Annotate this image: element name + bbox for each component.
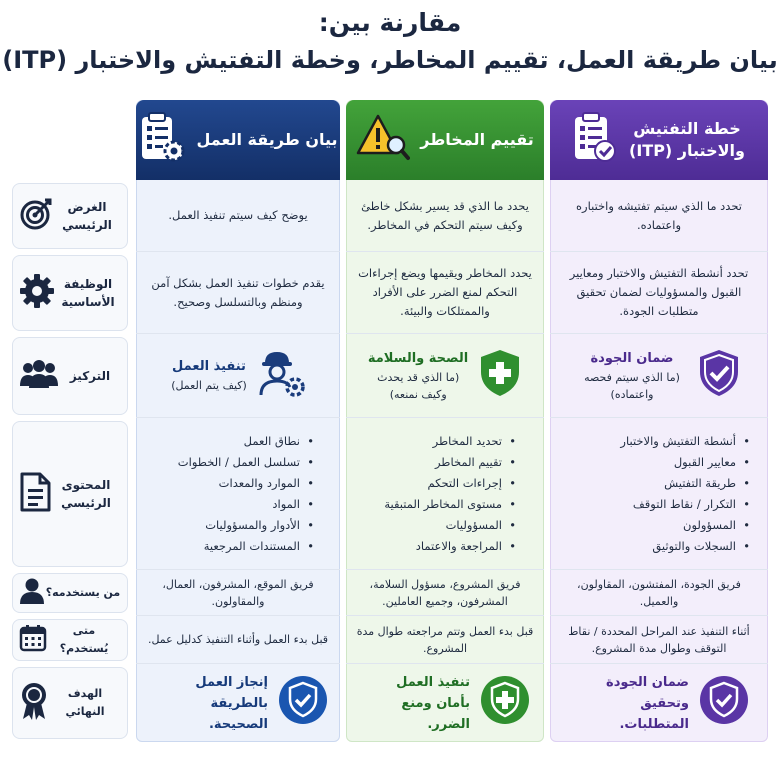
focus-itp-main: ضمان الجودة: [590, 350, 674, 366]
when-ra: قبل بدء العمل وتتم مراجعته طوال مدة المشروع.: [346, 616, 544, 664]
ra-header-label: تقييم المخاطر: [420, 130, 534, 149]
ms-header: [136, 100, 340, 180]
purpose-itp: تحدد ما الذي سيتم تفتيشه واختباره واعتماده.: [550, 180, 768, 252]
list-item: • نطاق العمل: [178, 431, 314, 452]
title-block: [0, 6, 780, 78]
shield-check-icon: [699, 673, 749, 733]
function-ms: يقدم خطوات تنفيذ العمل بشكل آمن ومنظم وبالتسلسل وصحيح.: [136, 252, 340, 334]
list-item: • المسؤولون: [620, 515, 750, 536]
row-label-focus-text: التركيز: [69, 369, 111, 383]
user-icon: [19, 577, 45, 610]
content-ra: [346, 418, 544, 570]
list-item: • الأدوار والمسؤوليات: [178, 515, 314, 536]
row-label-when-text: متى يُستخدم؟: [59, 624, 109, 655]
people-icon: [19, 359, 59, 394]
who-itp: فريق الجودة، المفتشون، المقاولون، والعميل.: [550, 570, 768, 616]
list-item: • طريقة التفتيش: [620, 473, 750, 494]
purpose-ms: يوضح كيف سيتم تنفيذ العمل.: [136, 180, 340, 252]
page-title-line2: بيان طريقة العمل، تقييم المخاطر، وخطة التفتيش والاختبار (ITP): [2, 46, 778, 74]
gear-icon: [19, 273, 55, 314]
row-label-goal: [12, 667, 128, 739]
list-item: • تقييم المخاطر: [384, 452, 516, 473]
checklist-gear-icon: [138, 111, 186, 169]
row-label-who: [12, 573, 128, 613]
focus-ms: [136, 334, 340, 418]
who-ra: فريق المشروع، مسؤول السلامة، المشرفون، وجميع العاملين.: [346, 570, 544, 616]
list-item: • أنشطة التفتيش والاختبار: [620, 431, 750, 452]
list-item: • التكرار / نقاط التوقف: [620, 494, 750, 515]
goal-ra: [346, 664, 544, 742]
row-label-focus: [12, 337, 128, 415]
medal-icon: [19, 681, 49, 726]
shield-check-icon: [278, 673, 328, 733]
shield-plus-icon: [478, 348, 522, 404]
list-item: • تسلسل العمل / الخطوات: [178, 452, 314, 473]
when-itp: أثناء التنفيذ عند المراحل المحددة / نقاط التوقف وطوال مدة المشروع.: [550, 616, 768, 664]
purpose-ra: يحدد ما الذي قد يسير بشكل خاطئ وكيف سيتم التحكم في المخاطر.: [346, 180, 544, 252]
goal-ms-text: إنجاز العمل بالطريقة الصحيحة.: [195, 674, 268, 732]
itp-header: [550, 100, 768, 180]
list-item: • المستندات المرجعية: [178, 536, 314, 557]
worker-gear-icon: [257, 349, 305, 403]
warning-magnifier-icon: [356, 113, 410, 167]
function-itp: تحدد أنشطة التفتيش والاختبار ومعايير القبول والمسؤوليات لضمان تحقيق متطلبات الجودة.: [550, 252, 768, 334]
comparison-table: [12, 100, 768, 772]
list-item: • السجلات والتوثيق: [620, 536, 750, 557]
ra-header: [346, 100, 544, 180]
row-label-function-text: الوظيفة الأساسية: [61, 277, 115, 309]
shield-plus-icon: [480, 673, 530, 733]
goal-ra-text: تنفيذ العمل بأمان ومنع الضرر.: [396, 674, 470, 732]
list-item: • المسؤوليات: [384, 515, 516, 536]
who-ms: فريق الموقع، المشرفون، العمال، والمقاولون.: [136, 570, 340, 616]
list-item: • المراجعة والاعتماد: [384, 536, 516, 557]
goal-itp: [550, 664, 768, 742]
row-label-who-text: من يستخدمه؟: [45, 586, 121, 599]
ms-header-label: بيان طريقة العمل: [196, 130, 338, 149]
goal-ms: [136, 664, 340, 742]
document-icon: [19, 472, 51, 517]
goal-itp-text: ضمان الجودة وتحقيق المتطلبات.: [606, 674, 689, 732]
list-item: • مستوى المخاطر المتبقية: [384, 494, 516, 515]
shield-check-icon: [697, 348, 741, 404]
row-label-when: [12, 619, 128, 661]
focus-ra: [346, 334, 544, 418]
row-label-purpose: [12, 183, 128, 249]
list-item: • إجراءات التحكم: [384, 473, 516, 494]
list-item: • المواد: [178, 494, 314, 515]
focus-ra-main: الصحة والسلامة: [367, 350, 469, 366]
focus-itp: [550, 334, 768, 418]
focus-ms-sub: (كيف يتم العمل): [171, 379, 247, 392]
list-item: • الموارد والمعدات: [178, 473, 314, 494]
row-label-content: [12, 421, 128, 567]
row-label-purpose-text: الغرض الرئيسي: [62, 200, 112, 232]
page-title-line1: مقارنة بين:: [318, 8, 462, 37]
content-itp: [550, 418, 768, 570]
list-item: • تحديد المخاطر: [384, 431, 516, 452]
row-label-content-text: المحتوى الرئيسي: [61, 478, 111, 510]
function-ra: يحدد المخاطر ويقيمها ويضع إجراءات التحكم لمنع الضرر على الأفراد والممتلكات والبيئة.: [346, 252, 544, 334]
calendar-icon: [19, 624, 47, 657]
itp-header-label: خطة التفتيش والاختبار (ITP): [629, 119, 745, 160]
content-ms: [136, 418, 340, 570]
target-icon: [19, 197, 53, 236]
focus-ms-main: تنفيذ العمل: [172, 359, 246, 374]
list-item: • معايير القبول: [620, 452, 750, 473]
focus-itp-sub: (ما الذي سيتم فحصه واعتماده): [584, 370, 680, 401]
checklist-check-icon: [571, 111, 617, 169]
when-ms: قبل بدء العمل وأثناء التنفيذ كدليل عمل.: [136, 616, 340, 664]
row-label-goal-text: الهدف النهائي: [65, 687, 105, 718]
row-label-function: [12, 255, 128, 331]
focus-ra-sub: (ما الذي قد يحدث وكيف نمنعه): [377, 370, 460, 401]
